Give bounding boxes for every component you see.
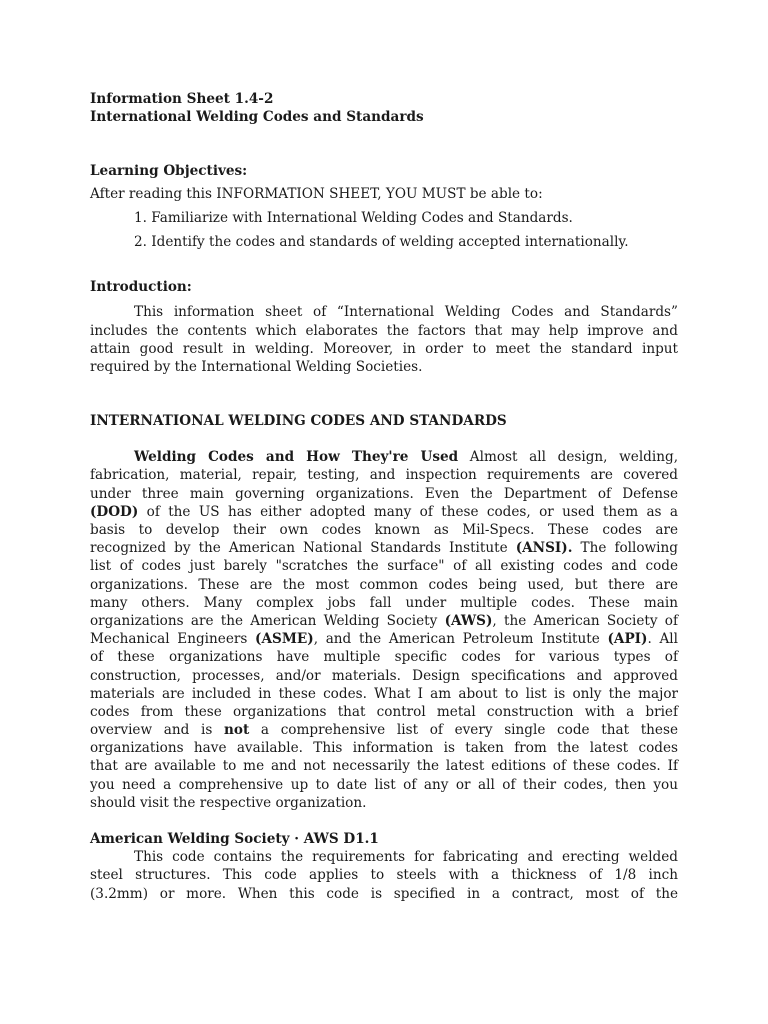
codes-line-16-pre: overview and is	[90, 722, 225, 739]
codes-line-8: organizations. These are the most common codes being used, but there are	[90, 576, 678, 593]
aws-line-2: steel structures. This code applies to steels with a thickness of 1/8 inch	[90, 867, 678, 884]
codes-lead-term: Welding Codes and How They're Used	[134, 449, 459, 466]
codes-line-1-text: Almost all design, welding,	[458, 449, 679, 466]
codes-line-11-pre: Mechanical Engineers	[90, 631, 256, 648]
codes-line-16-post: a comprehensive list of every single code that these	[249, 722, 678, 739]
codes-line-20: should visit the respective organization.	[90, 794, 367, 811]
codes-line-6-post: The following	[572, 540, 678, 557]
codes-line-1	[90, 448, 678, 466]
codes-line-10-post: , the American Society of	[492, 612, 678, 629]
sheet-title: International Welding Codes and Standards	[90, 109, 424, 126]
codes-line-10-pre: organizations are the American Welding Society	[90, 612, 445, 629]
codes-line-11-post: . All	[647, 631, 678, 648]
codes-line-3: under three main governing organizations. Even the Department of Defense	[90, 485, 678, 502]
codes-line-10	[90, 612, 678, 630]
section-heading: INTERNATIONAL WELDING CODES AND STANDARDS	[90, 413, 507, 430]
codes-line-11	[90, 630, 678, 648]
codes-line-17: organizations have available. This information is taken from the latest codes	[90, 740, 678, 757]
codes-line-18: that are available to me and not necessarily the latest editions of these codes. If	[90, 758, 678, 775]
codes-line-16	[90, 721, 678, 739]
codes-line-15: codes from these organizations that control metal construction with a brief	[90, 703, 678, 720]
aws-heading: American Welding Society · AWS D1.1	[90, 831, 379, 847]
codes-line-7: list of codes just barely "scratches the surface" of all existing codes and code	[90, 558, 678, 575]
codes-line-2: fabrication, material, repair, testing, and inspection requirements are covered	[90, 467, 678, 484]
api-abbr: (API)	[607, 631, 648, 648]
ansi-abbr: (ANSI).	[515, 540, 573, 557]
codes-line-12: of these organizations have multiple specific codes for various types of	[90, 649, 678, 666]
intro-line-2: includes the contents which elaborates the factors that may help improve and	[90, 322, 678, 339]
codes-line-6	[90, 539, 678, 557]
codes-line-14: materials are included in these codes. What I am about to list is only the major	[90, 685, 678, 702]
aws-line-1: This code contains the requirements for fabricating and erecting welded	[134, 849, 678, 866]
codes-line-19: you need a comprehensive up to date list of any or all of their codes, then you	[90, 776, 678, 793]
codes-paragraph	[90, 448, 678, 812]
intro-line-4: required by the International Welding Societies.	[90, 358, 423, 375]
codes-line-4-text: of the US has either adopted many of these codes, or used them as a	[138, 503, 678, 520]
dod-abbr: (DOD)	[90, 503, 139, 520]
document-page	[90, 90, 678, 903]
asme-abbr: (ASME)	[255, 631, 314, 648]
codes-line-11-mid: , and the American Petroleum Institute	[313, 631, 608, 648]
intro-line-1: This information sheet of “International Welding Codes and Standards”	[134, 304, 678, 321]
objectives-heading: Learning Objectives:	[90, 163, 248, 180]
aws-line-3: (3.2mm) or more. When this code is specified in a contract, most of the	[90, 885, 678, 902]
codes-line-6-pre: recognized by the American National Standards Institute	[90, 540, 516, 557]
codes-line-4	[90, 503, 678, 521]
intro-line-3: attain good result in welding. Moreover, in order to meet the standard input	[90, 340, 678, 357]
objective-item-2: 2. Identify the codes and standards of welding accepted internationally.	[134, 233, 629, 250]
objectives-lead: After reading this INFORMATION SHEET, YOU MUST be able to:	[90, 185, 543, 202]
codes-line-13: construction, processes, and/or materials. Design specifications and approved	[90, 667, 678, 684]
codes-line-5: basis to develop their own codes known as Mil-Specs. These codes are	[90, 522, 678, 538]
objective-item-1: 1. Familiarize with International Welding Codes and Standards.	[134, 209, 573, 226]
sheet-number: Information Sheet 1.4-2	[90, 91, 274, 107]
codes-line-9: many others. Many complex jobs fall under multiple codes. These main	[90, 594, 678, 611]
aws-abbr: (AWS)	[444, 612, 493, 629]
introduction-heading: Introduction:	[90, 279, 192, 296]
not-emphasis: not	[224, 722, 250, 739]
